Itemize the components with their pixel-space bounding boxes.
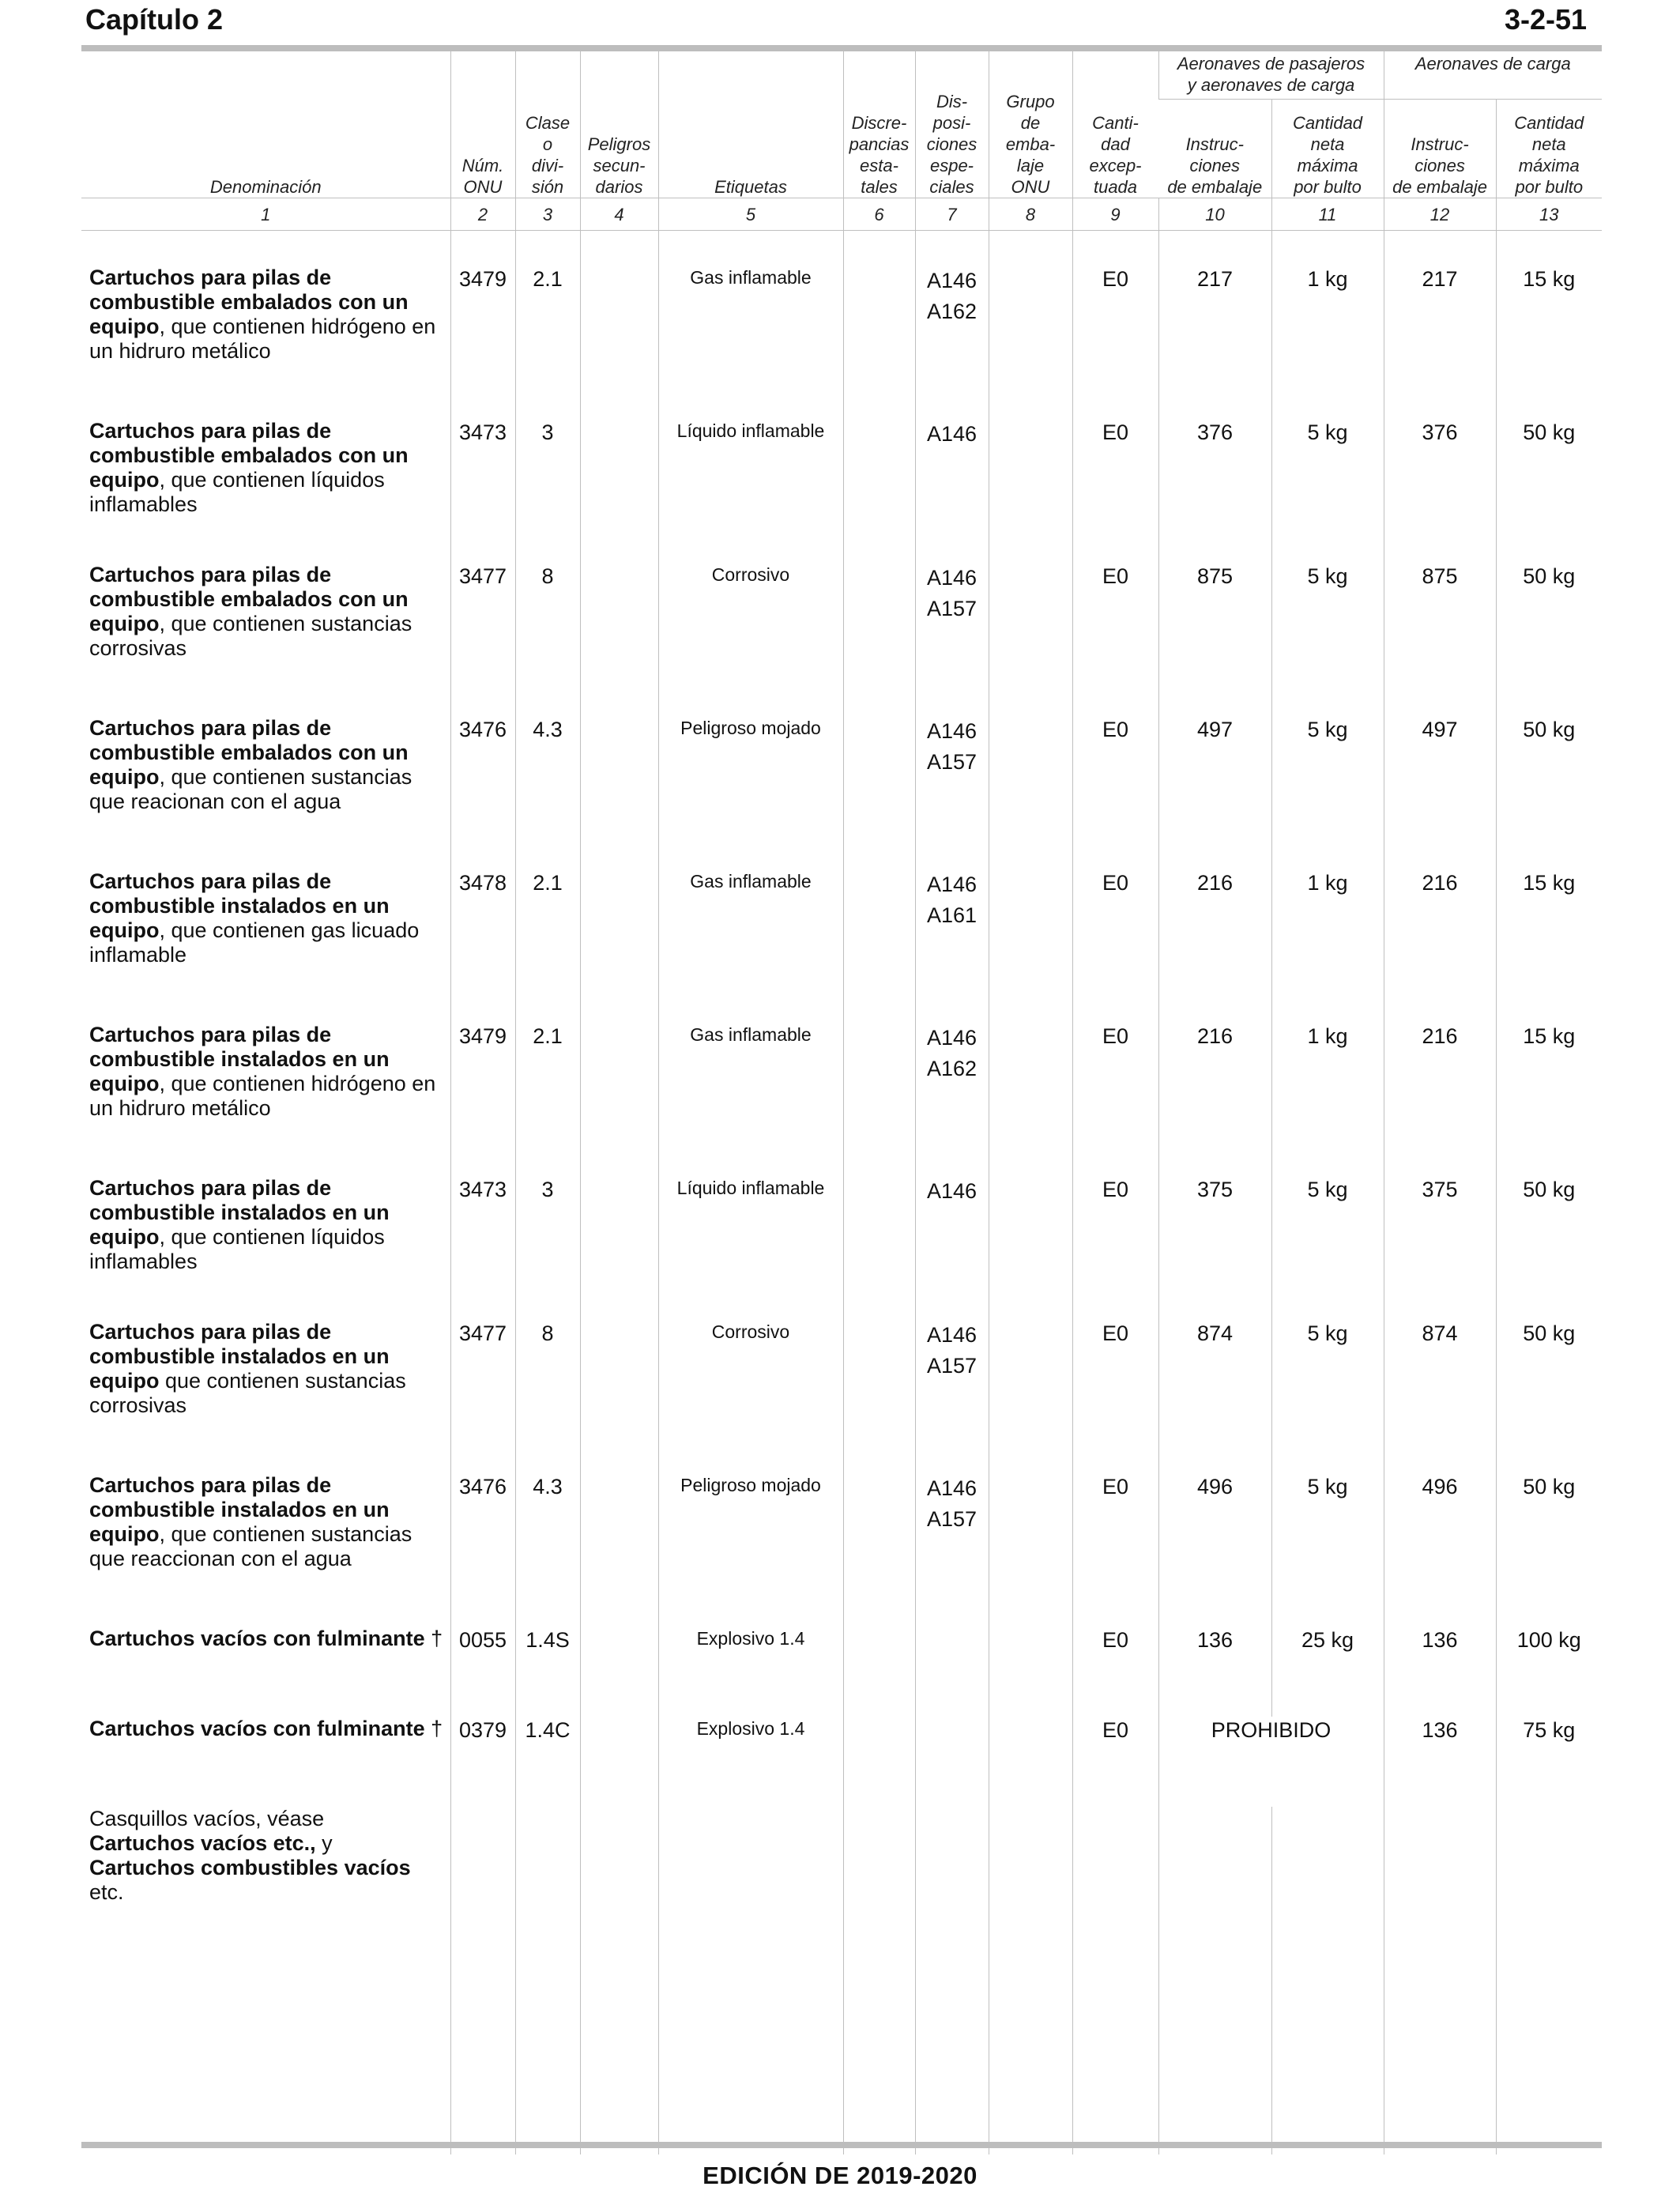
- disposicion-code: A146: [926, 873, 977, 896]
- denominacion-bold: Cartuchos para pilas de combustible embalados con un equipo: [89, 419, 409, 492]
- row-disposiciones: [915, 869, 989, 1023]
- row-discrepancias: [843, 1627, 915, 1717]
- see-also-bold2: Cartuchos combustibles vacíos: [89, 1856, 411, 1879]
- row-clase: 1.4C: [515, 1717, 580, 1807]
- row-etiqueta: Gas inflamable: [658, 1023, 843, 1176]
- see-also-part1: Casquillos vacíos, véase: [89, 1807, 325, 1830]
- table-row: [81, 1320, 1602, 1473]
- col-number: 7: [915, 198, 989, 231]
- disposicion-code: A157: [926, 750, 977, 774]
- denominacion-rest: , que contienen líquidos inflamables: [89, 1225, 385, 1273]
- table-row: [81, 1627, 1602, 1717]
- denominacion-rest: , que contienen líquidos inflamables: [89, 468, 385, 516]
- row-peligros: [580, 419, 658, 563]
- col-cargo-instrucciones: Instruc- ciones de embalaje: [1384, 100, 1496, 198]
- disposicion-code: A146: [926, 1179, 977, 1203]
- denominacion-bold: Cartuchos para pilas de combustible embalados con un equipo: [89, 563, 409, 635]
- row-etiqueta: Líquido inflamable: [658, 1176, 843, 1320]
- row-pax-cantidad: 5 kg: [1271, 419, 1384, 563]
- row-etiqueta: Peligroso mojado: [658, 1473, 843, 1627]
- row-pax-cantidad: 5 kg: [1271, 716, 1384, 869]
- empty-cell: [915, 1807, 989, 2154]
- row-disposiciones: [915, 266, 989, 419]
- page-number: 3-2-51: [1504, 3, 1587, 36]
- disposicion-code: A146: [926, 269, 977, 292]
- col-discrepancias: Discre- pancias esta- tales: [843, 51, 915, 198]
- disposicion-code: A162: [926, 1057, 977, 1080]
- row-pax-instrucciones: 136: [1158, 1627, 1271, 1717]
- row-num-onu: 0379: [450, 1717, 515, 1807]
- denominacion-rest: †: [424, 1627, 443, 1650]
- row-denominacion: [81, 716, 450, 869]
- row-grupo: [989, 1176, 1072, 1320]
- row-cantidad: E0: [1072, 869, 1158, 1023]
- empty-cell: [580, 1807, 658, 2154]
- row-cargo-cantidad: 15 kg: [1496, 1023, 1602, 1176]
- row-cantidad: E0: [1072, 1176, 1158, 1320]
- disposicion-code: A146: [926, 566, 977, 590]
- row-discrepancias: [843, 716, 915, 869]
- row-pax-instrucciones: 497: [1158, 716, 1271, 869]
- col-number: 2: [450, 198, 515, 231]
- row-num-onu: 3477: [450, 563, 515, 716]
- row-disposiciones: [915, 1473, 989, 1627]
- col-number: 12: [1384, 198, 1496, 231]
- row-disposiciones: [915, 716, 989, 869]
- row-etiqueta: Gas inflamable: [658, 869, 843, 1023]
- row-num-onu: 3476: [450, 1473, 515, 1627]
- col-grupo: Grupo de emba- laje ONU: [989, 51, 1072, 198]
- disposicion-code: A146: [926, 1323, 977, 1347]
- see-also-part3: etc.: [89, 1880, 124, 1904]
- row-cantidad: E0: [1072, 1473, 1158, 1627]
- disposicion-code: A146: [926, 422, 977, 446]
- row-num-onu: 3478: [450, 869, 515, 1023]
- row-cargo-cantidad: 50 kg: [1496, 1473, 1602, 1627]
- row-cargo-cantidad: 15 kg: [1496, 869, 1602, 1023]
- group-carga: Aeronaves de carga: [1384, 51, 1602, 100]
- row-cargo-cantidad: 100 kg: [1496, 1627, 1602, 1717]
- row-clase: 8: [515, 563, 580, 716]
- row-peligros: [580, 1320, 658, 1473]
- table-row: [81, 1473, 1602, 1627]
- row-cargo-cantidad: 15 kg: [1496, 266, 1602, 419]
- row-pax-cantidad: 1 kg: [1271, 1023, 1384, 1176]
- denominacion-bold: Cartuchos para pilas de combustible instalados en un equipo: [89, 1023, 390, 1095]
- table-row: [81, 1717, 1602, 1807]
- row-disposiciones: [915, 1176, 989, 1320]
- row-grupo: [989, 419, 1072, 563]
- row-prohibido: PROHIBIDO: [1158, 1717, 1384, 1807]
- denominacion-rest: , que contienen gas licuado inflamable: [89, 918, 420, 967]
- row-cantidad: E0: [1072, 1627, 1158, 1717]
- row-cantidad: E0: [1072, 563, 1158, 716]
- row-discrepancias: [843, 419, 915, 563]
- disposicion-code: A157: [926, 597, 977, 620]
- empty-cell: [1072, 1807, 1158, 2154]
- row-cargo-instrucciones: 874: [1384, 1320, 1496, 1473]
- row-cantidad: E0: [1072, 1320, 1158, 1473]
- row-num-onu: 3479: [450, 1023, 515, 1176]
- row-clase: 8: [515, 1320, 580, 1473]
- denominacion-bold: Cartuchos para pilas de combustible embalados con un equipo: [89, 716, 409, 789]
- row-disposiciones: [915, 1023, 989, 1176]
- row-denominacion: [81, 419, 450, 563]
- footer-edition: EDICIÓN DE 2019-2020: [703, 2162, 977, 2189]
- col-number: 5: [658, 198, 843, 231]
- table-row: [81, 1023, 1602, 1176]
- denominacion-rest: , que contienen hidrógeno en un hidruro metálico: [89, 1072, 436, 1120]
- row-disposiciones: [915, 1627, 989, 1717]
- col-denominacion: Denominación: [209, 177, 322, 197]
- denominacion-rest: , que contienen hidrógeno en un hidruro metálico: [89, 315, 436, 363]
- row-cargo-instrucciones: 375: [1384, 1176, 1496, 1320]
- denominacion-bold: Cartuchos para pilas de combustible instalados en un equipo: [89, 1320, 390, 1393]
- col-number: 1: [81, 198, 450, 231]
- col-number: 3: [515, 198, 580, 231]
- see-also-part2: y: [315, 1831, 333, 1855]
- row-cantidad: E0: [1072, 1023, 1158, 1176]
- col-pax-cantidad: Cantidad neta máxima por bulto: [1271, 100, 1384, 198]
- row-peligros: [580, 266, 658, 419]
- row-peligros: [580, 1176, 658, 1320]
- row-pax-instrucciones: 216: [1158, 1023, 1271, 1176]
- empty-cell: [1158, 1807, 1271, 2154]
- empty-cell: [1271, 1807, 1384, 2154]
- row-etiqueta: Líquido inflamable: [658, 419, 843, 563]
- row-denominacion: [81, 1473, 450, 1627]
- row-num-onu: 3476: [450, 716, 515, 869]
- row-cargo-instrucciones: 497: [1384, 716, 1496, 869]
- row-discrepancias: [843, 1176, 915, 1320]
- col-peligros: Peligros secun- darios: [580, 51, 658, 198]
- row-discrepancias: [843, 563, 915, 716]
- see-also-row: [81, 1807, 1602, 2154]
- row-clase: 4.3: [515, 1473, 580, 1627]
- row-pax-instrucciones: 216: [1158, 869, 1271, 1023]
- row-discrepancias: [843, 1320, 915, 1473]
- row-grupo: [989, 1023, 1072, 1176]
- row-grupo: [989, 563, 1072, 716]
- empty-cell: [1384, 1807, 1496, 2154]
- disposicion-code: A157: [926, 1507, 977, 1531]
- row-cargo-cantidad: 75 kg: [1496, 1717, 1602, 1807]
- row-disposiciones: [915, 563, 989, 716]
- col-num-onu: Núm. ONU: [450, 51, 515, 198]
- disposicion-code: A157: [926, 1354, 977, 1378]
- col-cantidad: Canti- dad excep- tuada: [1072, 51, 1158, 198]
- denominacion-rest: , que contienen sustancias corrosivas: [89, 612, 412, 660]
- row-cargo-cantidad: 50 kg: [1496, 1176, 1602, 1320]
- col-number: 10: [1158, 198, 1271, 231]
- col-number: 13: [1496, 198, 1602, 231]
- see-also-text: [81, 1807, 450, 2154]
- row-cargo-cantidad: 50 kg: [1496, 1320, 1602, 1473]
- denominacion-bold: Cartuchos para pilas de combustible instalados en un equipo: [89, 869, 390, 942]
- row-cargo-instrucciones: 217: [1384, 266, 1496, 419]
- col-etiquetas: Etiquetas: [658, 51, 843, 198]
- top-rule: [81, 45, 1602, 51]
- col-number: 8: [989, 198, 1072, 231]
- denominacion-rest: , que contienen sustancias que reacionan con el agua: [89, 765, 412, 813]
- row-clase: 3: [515, 419, 580, 563]
- row-cargo-instrucciones: 136: [1384, 1717, 1496, 1807]
- row-num-onu: 3473: [450, 419, 515, 563]
- empty-cell: [658, 1807, 843, 2154]
- row-pax-cantidad: 25 kg: [1271, 1627, 1384, 1717]
- denominacion-bold: Cartuchos vacíos con fulminante: [89, 1627, 425, 1650]
- bottom-rule: [81, 2142, 1602, 2148]
- row-denominacion: [81, 1320, 450, 1473]
- empty-cell: [1496, 1807, 1602, 2154]
- row-clase: 4.3: [515, 716, 580, 869]
- table-row: [81, 869, 1602, 1023]
- row-peligros: [580, 869, 658, 1023]
- row-cargo-instrucciones: 216: [1384, 869, 1496, 1023]
- row-etiqueta: Explosivo 1.4: [658, 1627, 843, 1717]
- row-discrepancias: [843, 1717, 915, 1807]
- row-grupo: [989, 869, 1072, 1023]
- denominacion-rest: , que contienen sustancias que reaccionan con el agua: [89, 1522, 412, 1570]
- empty-cell: [989, 1807, 1072, 2154]
- row-discrepancias: [843, 266, 915, 419]
- row-num-onu: 3473: [450, 1176, 515, 1320]
- row-denominacion: [81, 869, 450, 1023]
- row-pax-instrucciones: 376: [1158, 419, 1271, 563]
- row-cargo-cantidad: 50 kg: [1496, 563, 1602, 716]
- row-cargo-cantidad: 50 kg: [1496, 419, 1602, 563]
- spacer-row: [81, 231, 1602, 266]
- row-cantidad: E0: [1072, 419, 1158, 563]
- row-denominacion: [81, 1023, 450, 1176]
- row-discrepancias: [843, 1023, 915, 1176]
- empty-cell: [515, 1807, 580, 2154]
- row-grupo: [989, 1627, 1072, 1717]
- row-cargo-instrucciones: 216: [1384, 1023, 1496, 1176]
- denominacion-rest: que contienen sustancias corrosivas: [89, 1369, 406, 1417]
- col-number: 9: [1072, 198, 1158, 231]
- row-grupo: [989, 1320, 1072, 1473]
- table-row: [81, 716, 1602, 869]
- row-pax-cantidad: 5 kg: [1271, 1320, 1384, 1473]
- row-etiqueta: Gas inflamable: [658, 266, 843, 419]
- row-pax-cantidad: 5 kg: [1271, 563, 1384, 716]
- row-grupo: [989, 1717, 1072, 1807]
- row-pax-cantidad: 1 kg: [1271, 869, 1384, 1023]
- row-disposiciones: [915, 419, 989, 563]
- disposicion-code: A161: [926, 903, 977, 927]
- table-row: [81, 1176, 1602, 1320]
- row-grupo: [989, 1473, 1072, 1627]
- row-peligros: [580, 716, 658, 869]
- row-denominacion: [81, 266, 450, 419]
- row-denominacion: [81, 1627, 450, 1717]
- empty-cell: [450, 1807, 515, 2154]
- row-disposiciones: [915, 1320, 989, 1473]
- row-disposiciones: [915, 1717, 989, 1807]
- disposicion-code: A162: [926, 300, 977, 323]
- disposicion-code: A146: [926, 1026, 977, 1050]
- see-also-bold1: Cartuchos vacíos etc.,: [89, 1831, 316, 1855]
- row-cargo-instrucciones: 496: [1384, 1473, 1496, 1627]
- col-clase: Clase o divi- sión: [515, 51, 580, 198]
- row-pax-instrucciones: 874: [1158, 1320, 1271, 1473]
- row-cargo-instrucciones: 136: [1384, 1627, 1496, 1717]
- col-number: 11: [1271, 198, 1384, 231]
- row-cargo-cantidad: 50 kg: [1496, 716, 1602, 869]
- row-peligros: [580, 1023, 658, 1176]
- row-clase: 2.1: [515, 1023, 580, 1176]
- row-etiqueta: Explosivo 1.4: [658, 1717, 843, 1807]
- row-grupo: [989, 716, 1072, 869]
- row-num-onu: 3479: [450, 266, 515, 419]
- row-peligros: [580, 563, 658, 716]
- row-pax-instrucciones: 217: [1158, 266, 1271, 419]
- row-etiqueta: Corrosivo: [658, 1320, 843, 1473]
- denominacion-bold: Cartuchos para pilas de combustible embalados con un equipo: [89, 266, 409, 338]
- denominacion-rest: †: [424, 1717, 443, 1740]
- row-cantidad: E0: [1072, 716, 1158, 869]
- row-pax-instrucciones: 875: [1158, 563, 1271, 716]
- row-denominacion: [81, 563, 450, 716]
- row-grupo: [989, 266, 1072, 419]
- row-pax-cantidad: 5 kg: [1271, 1473, 1384, 1627]
- row-clase: 2.1: [515, 266, 580, 419]
- row-cargo-instrucciones: 875: [1384, 563, 1496, 716]
- row-discrepancias: [843, 869, 915, 1023]
- disposicion-code: A146: [926, 719, 977, 743]
- row-peligros: [580, 1717, 658, 1807]
- col-pax-instrucciones: Instruc- ciones de embalaje: [1167, 134, 1263, 197]
- row-cantidad: E0: [1072, 1717, 1158, 1807]
- denominacion-bold: Cartuchos para pilas de combustible instalados en un equipo: [89, 1176, 390, 1249]
- chapter-title: Capítulo 2: [85, 3, 224, 36]
- row-peligros: [580, 1627, 658, 1717]
- dangerous-goods-table: [81, 51, 1602, 2154]
- table-row: [81, 419, 1602, 563]
- row-denominacion: [81, 1717, 450, 1807]
- col-disposiciones: Dis- posi- ciones espe- ciales: [915, 51, 989, 198]
- denominacion-bold: Cartuchos vacíos con fulminante: [89, 1717, 425, 1740]
- row-cargo-instrucciones: 376: [1384, 419, 1496, 563]
- row-clase: 3: [515, 1176, 580, 1320]
- col-number: 6: [843, 198, 915, 231]
- table-row: [81, 563, 1602, 716]
- row-pax-instrucciones: 375: [1158, 1176, 1271, 1320]
- row-denominacion: [81, 1176, 450, 1320]
- disposicion-code: A146: [926, 1476, 977, 1500]
- row-discrepancias: [843, 1473, 915, 1627]
- row-num-onu: 3477: [450, 1320, 515, 1473]
- group-pasajeros: Aeronaves de pasajeros y aeronaves de carga: [1158, 51, 1384, 100]
- empty-cell: [843, 1807, 915, 2154]
- row-etiqueta: Corrosivo: [658, 563, 843, 716]
- row-pax-cantidad: 1 kg: [1271, 266, 1384, 419]
- row-pax-cantidad: 5 kg: [1271, 1176, 1384, 1320]
- col-number: 4: [580, 198, 658, 231]
- col-cargo-cantidad: Cantidad neta máxima por bulto: [1496, 100, 1602, 198]
- denominacion-bold: Cartuchos para pilas de combustible instalados en un equipo: [89, 1473, 390, 1546]
- row-clase: 2.1: [515, 869, 580, 1023]
- row-clase: 1.4S: [515, 1627, 580, 1717]
- row-etiqueta: Peligroso mojado: [658, 716, 843, 869]
- table-row: [81, 266, 1602, 419]
- row-num-onu: 0055: [450, 1627, 515, 1717]
- row-peligros: [580, 1473, 658, 1627]
- row-pax-instrucciones: 496: [1158, 1473, 1271, 1627]
- row-cantidad: E0: [1072, 266, 1158, 419]
